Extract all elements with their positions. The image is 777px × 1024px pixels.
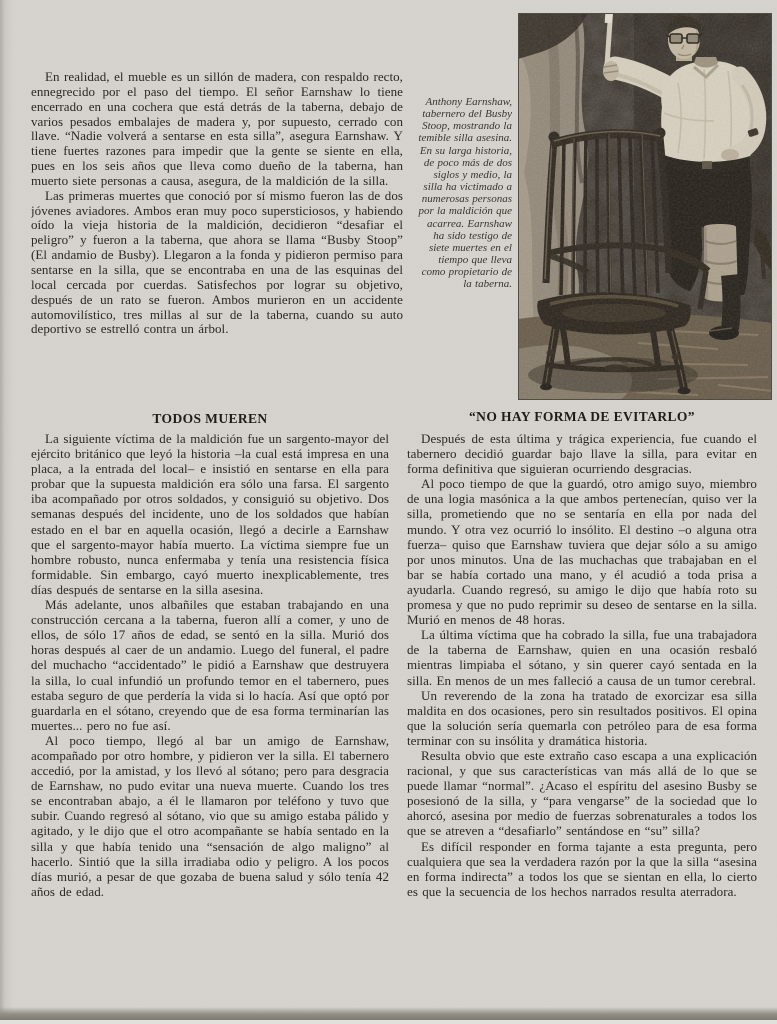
left-column — [31, 431, 389, 1013]
photo-illustration — [518, 13, 772, 400]
body-paragraph: Al poco tiempo, llegó al bar un amigo de Earnshaw, acompañado por otro hombre, y pidieron ver la silla. El tabernero accedió, por la amistad, y los llevó al sótano; pero para desgracia de Earnshaw, no pudo evitar una nueva muerte. Cuando los tres se encontraban abajo, a él le llamaron por teléfono y tuvo que subir. Cuando regresó al sótano, vio que su amigo estaba pálido y agitado, y le dijo que el otro acompañante se había sentado en la silla y que había tenido una “sensación de algo maligno” al hacerlo. Sintió que la silla irradiaba odio y peligro. A los pocos días murió, a pesar de que gozaba de buena salud y sólo tenía 42 años de edad. — [31, 732, 389, 899]
body-paragraph: Después de esta última y trágica experiencia, fue cuando el tabernero decidió guardar bajo llave la silla, para evitar en forma definitiva que siguieran ocurriendo desgracias. — [407, 431, 757, 477]
intro-column — [31, 70, 403, 410]
body-paragraph: Resulta obvio que este extraño caso escapa a una explicación racional, y que sus características van más allá de lo que se puede llamar “normal”. ¿Acaso el espíritu del asesino Busby se posesionó de la silla, y “para vengarse” de la sociedad que lo ahorcó, asesina por medio de fuerzas sobrenaturales a todos los que se atreven a “desafiarlo” sentándose en “su” silla? — [407, 747, 757, 839]
body-paragraph: Más adelante, unos albañiles que estaban trabajando en una construcción cercana a la taberna, fueron allí a comer, y uno de ellos, de sólo 17 años de edad, se sentó en la silla. Murió dos horas después al caer de un andamio. Luego del funeral, el padre del muchacho “accidentado” le pidió a Earnshaw que destruyera la silla, lo cual infundió un profundo temor en el tabernero, pues estaba seguro de que perdería la vida si lo hacía. Así que optó por guardarla en el sótano, creyendo que de esa forma terminarían las muertes... pero no fue así. — [31, 597, 389, 733]
body-paragraph: Un reverendo de la zona ha tratado de exorcizar esa silla maldita en dos ocasiones, pero sin resultados positivos. El opina que la solución sería quemarla con petróleo para de esa forma terminar con su insólita y dramática historia. — [407, 687, 757, 748]
photo-earnshaw-chair — [518, 13, 772, 400]
scan-edge-bottom-light — [0, 1020, 777, 1024]
body-paragraph: Al poco tiempo de que la guardó, otro amigo suyo, miembro de una logia masónica a la que ambos pertenecían, quiso ver la silla, prometiendo que no se sentaría en ella por nada del mundo. Y otra vez ocurrió lo insólito. El destino –o alguna otra fuerza– quiso que Earnshaw tuviera que dejar sólo a su amigo por unos minutos. Una de las muchachas que trabajaban en el bar se había cortado una mano, y él acudió a toda prisa a ayudarla. Cuando regresó, su amigo le dijo que había roto su promesa y que no pudo reprimir su deseo de sentarse en la silla. Murió en menos de 48 horas. — [407, 476, 757, 628]
body-paragraph: En realidad, el mueble es un sillón de madera, con respaldo recto, ennegrecido por el paso del tiempo. El señor Earnshaw lo tiene encerrado en una cochera que está detrás de la taberna, debajo de varios pesados embalajes de madera y, por supuesto, cerrado con llave. “Nadie volverá a sentarse en esta silla”, asegura Earnshaw. Y tiene fuertes razones para impedir que la gente se siente en ella, pues en los seis años que lleva como dueño de la taberna, han muerto siete personas a causa, asegura, de la maldición de la silla. — [31, 70, 403, 188]
right-column — [407, 431, 757, 1013]
body-paragraph: Es difícil responder en forma tajante a esta pregunta, pero cualquiera que sea la verdadera razón por la que la silla “asesina en forma indirecta” a todos los que se sientan en ella, lo cierto es que la secuencia de los hechos narrados resulta aterradora. — [407, 838, 757, 899]
scan-edge-bottom — [0, 1007, 777, 1020]
body-paragraph: La última víctima que ha cobrado la silla, fue una trabajadora de la taberna de Earnshaw, quien en una ocasión resbaló mientras limpiaba el sótano, y sin querer cayó sentada en la silla. En menos de un mes falleció a causa de un tumor cerebral. — [407, 627, 757, 688]
body-paragraph: La siguiente víctima de la maldición fue un sargento-mayor del ejército británico que leyó la historia –la cual está impresa en una placa, a la entrada del local– e insistió en sentarse en ella para probar que la supuesta maldición era sólo una farsa. El sargento iba acompañado por otros soldados, y consiguió su objetivo. Dos semanas después del incidente, uno de los soldados que habían estado en el bar en aquella ocasión, llegó a decirle a Earnshaw que el sargento-mayor había muerto. La víctima siempre fue un hombre robusto, nunca enfermaba y tenía una resistencia física formidable. Sin embargo, cayó muerto inexplicablemente, tres días después de sentarse en la silla asesina. — [31, 431, 389, 597]
photo-caption: Anthony Earnshaw, tabernero del Busby Stoop, mostrando la temible silla asesina. En su larga historia, de poco más de dos siglos y medio, la silla ha victimado a numerosas personas por la maldición que acarrea. Earnshaw ha sido testigo de siete muertes en el tiempo que lleva como propietario de la taberna. — [418, 96, 512, 291]
section-heading-todos-mueren: TODOS MUEREN — [152, 411, 268, 426]
body-paragraph: Las primeras muertes que conoció por sí mismo fueron las de dos jóvenes aviadores. Ambos eran muy poco supersticiosos, y habiendo oído la vieja historia de la maldición, decidieron “desafiar el peligro” y fueron a la taberna, que ahora se llama “Busby Stoop” (El andamio de Busby). Llegaron a la fonda y pidieron permiso para sentarse en la silla, que se encontraba en una de las esquinas del local cercada por cuerdas. Satisfechos por lograr su objetivo, después de un rato se fueron. Ambos murieron en un accidente automovilístico, tres millas al sur de la taberna, cuando su auto deportivo se estrelló contra un árbol. — [31, 187, 403, 337]
section-heading-no-hay-forma: “NO HAY FORMA DE EVITARLO” — [469, 409, 695, 424]
